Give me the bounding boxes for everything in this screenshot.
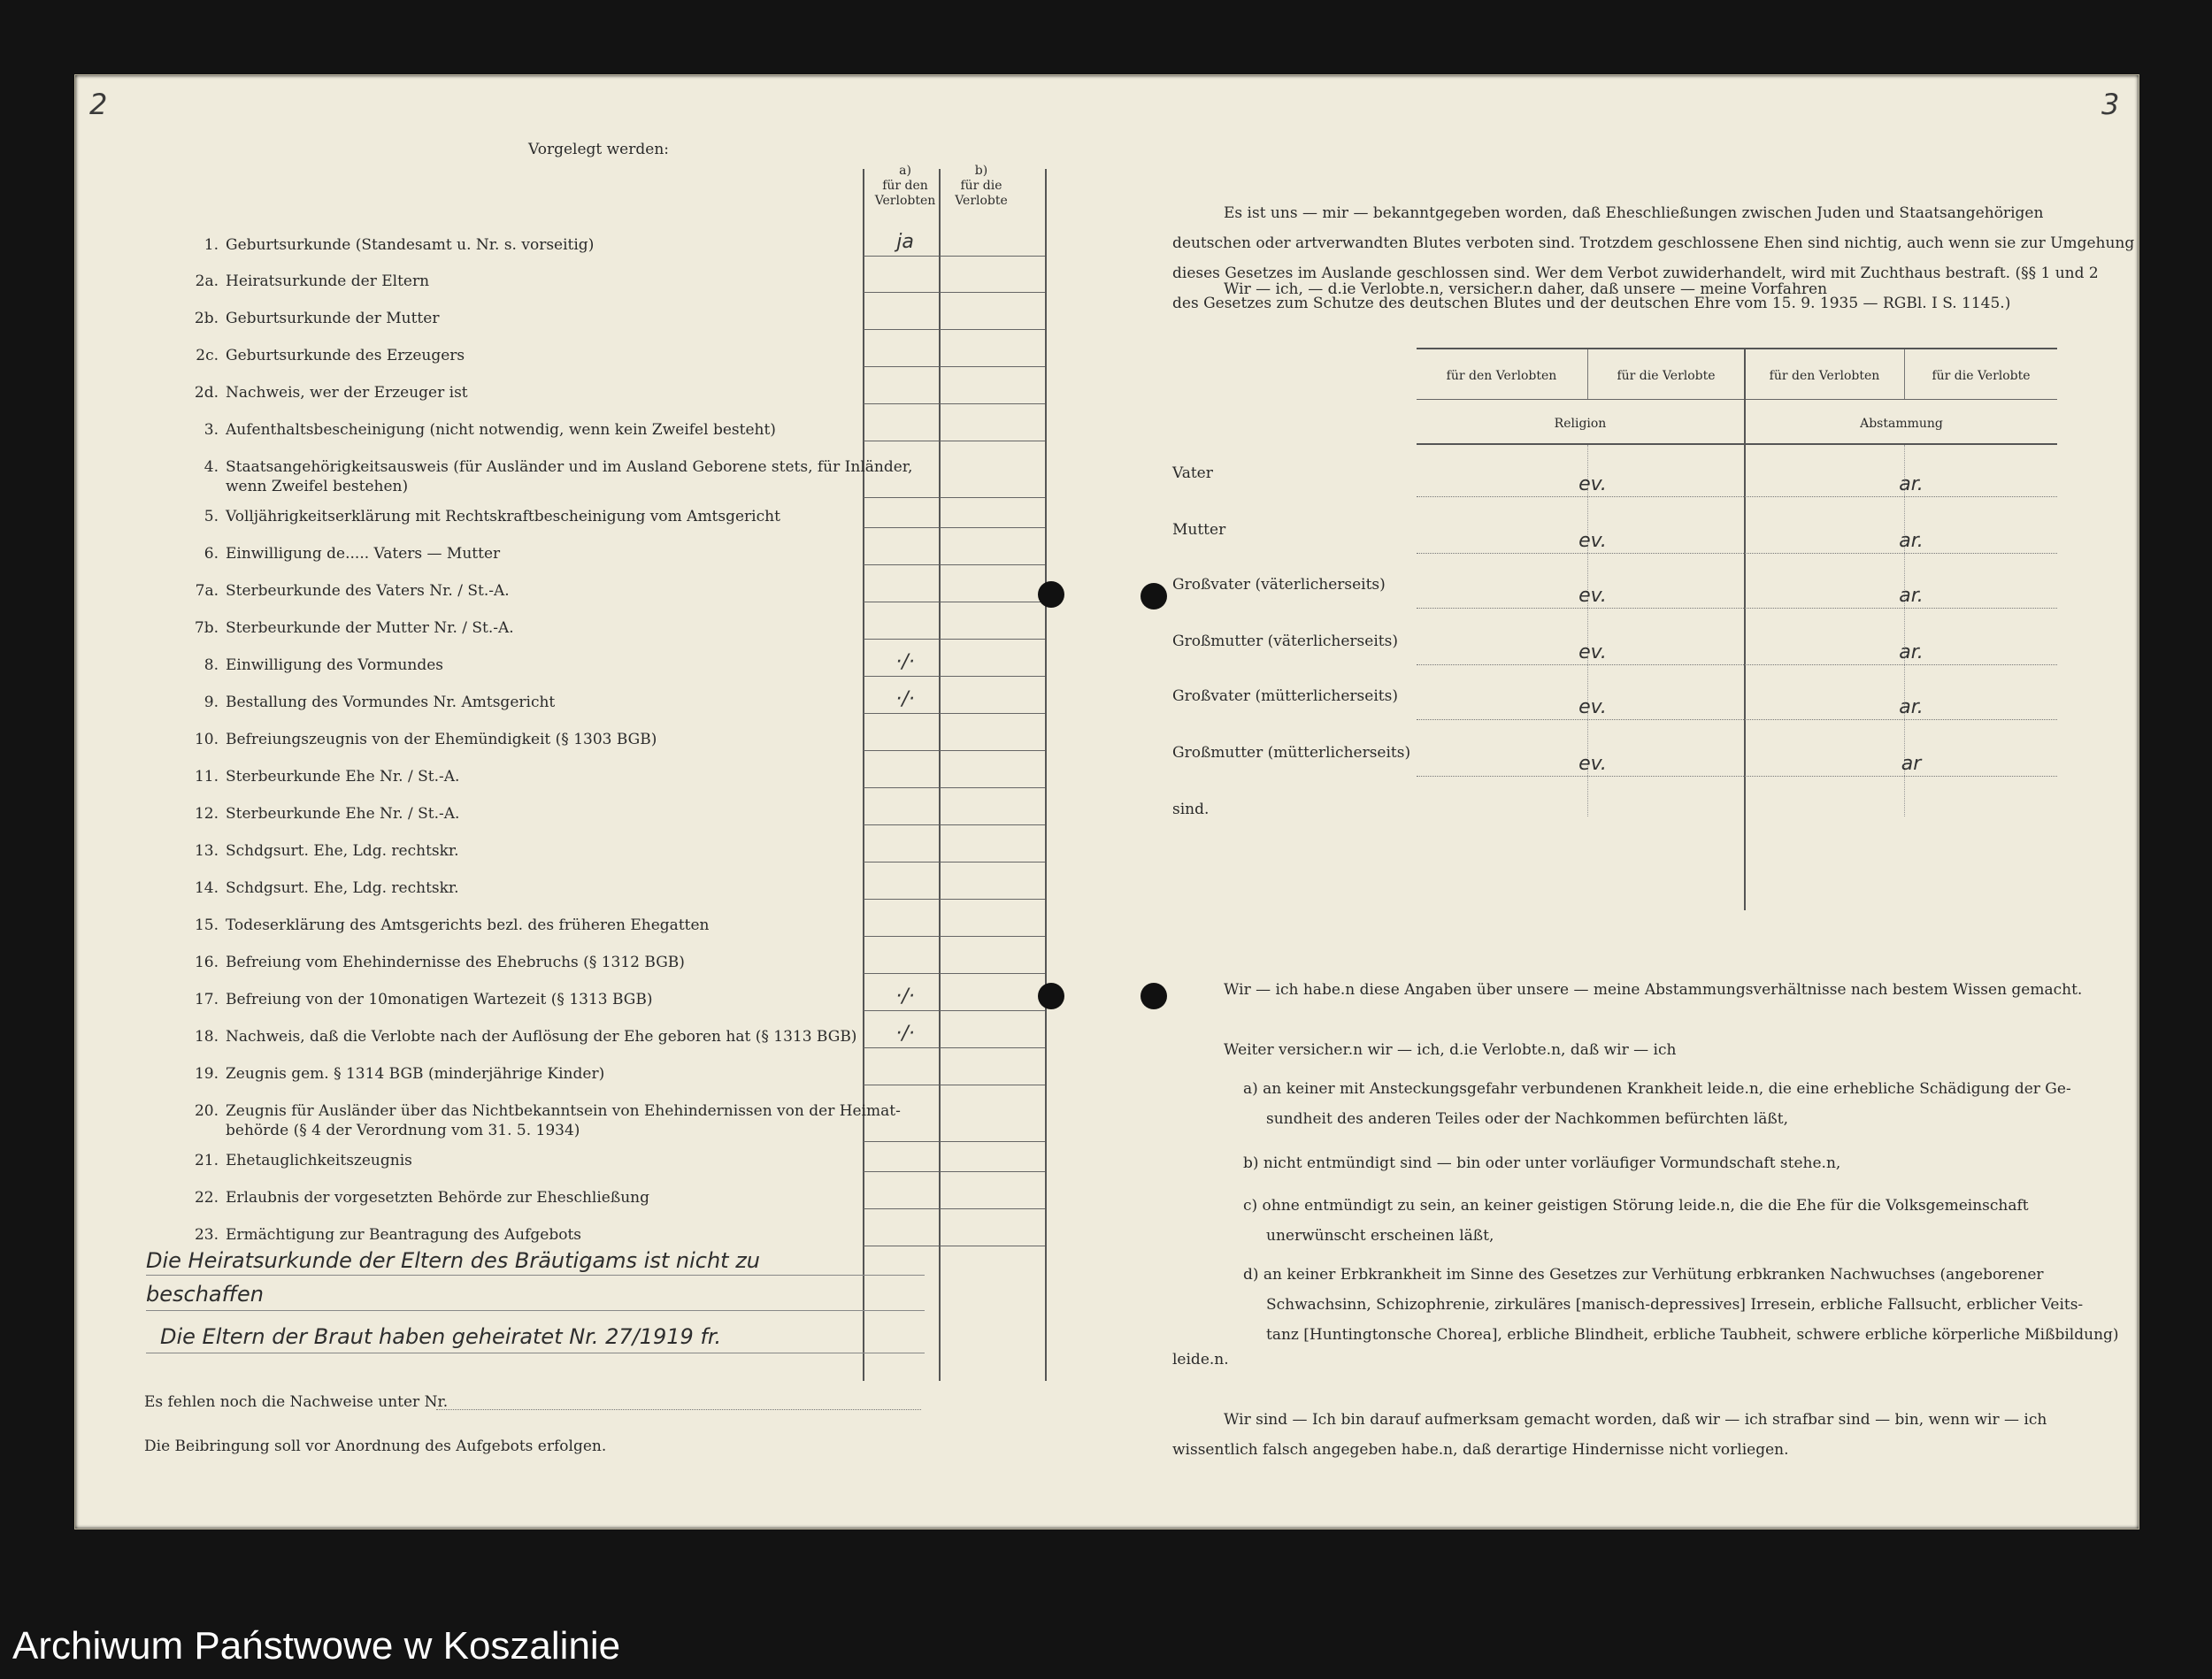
handwritten-note-2: beschaffen — [146, 1282, 264, 1307]
clause-line: Schwachsinn, Schizophrenie, zirkuläres [manisch-depressives] Irresein, erbliche Fallsucht, erblicher Veits- — [1266, 1296, 2084, 1314]
cell-line — [864, 564, 939, 565]
item-number: 23. — [194, 1226, 219, 1244]
cell-line — [940, 527, 1045, 528]
item-text: Nachweis, daß die Verlobte nach der Auflösung der Ehe geboren hat (§ 1313 BGB) — [226, 1028, 857, 1046]
cell-line — [864, 497, 939, 498]
cell-line — [864, 1141, 939, 1142]
handwritten-note-3: Die Eltern der Braut haben geheiratet Nr. 27/1919 fr. — [160, 1324, 722, 1349]
item-text: Schdgsurt. Ehe, Ldg. rechtskr. — [226, 879, 459, 897]
item-number: 16. — [194, 954, 219, 971]
cell-line — [940, 564, 1045, 565]
item-text: Schdgsurt. Ehe, Ldg. rechtskr. — [226, 842, 459, 860]
item-text: Todeserklärung des Amtsgerichts bezl. des früheren Ehegatten — [226, 916, 710, 934]
religion-value: ev. — [1578, 585, 1607, 607]
religion-value: ev. — [1578, 530, 1607, 552]
cell-line — [940, 787, 1045, 788]
item-text: Zeugnis gem. § 1314 BGB (minderjährige Kinder) — [226, 1065, 605, 1083]
statement-line: Wir — ich habe.n diese Angaben über unsere — meine Abstammungsverhältnisse nach bestem Wissen gemacht. — [1224, 981, 2083, 999]
item-text: Volljährigkeitserklärung mit Rechtskraftbescheinigung vom Amtsgericht — [226, 508, 780, 525]
table-subheader: für den Verlobten — [1769, 369, 1880, 383]
item-number: 9. — [204, 694, 219, 711]
ancestor-label: Vater — [1172, 464, 1213, 482]
item-check-mark: ·/· — [895, 985, 915, 1008]
cell-line — [940, 936, 1045, 937]
table-subheader: für die Verlobte — [1617, 369, 1716, 383]
item-text: Ermächtigung zur Beantragung des Aufgebots — [226, 1226, 582, 1244]
cell-line — [940, 1047, 1045, 1048]
column-b-header: b) für die Verlobte — [955, 164, 1008, 208]
abstammung-value: ar — [1901, 753, 1922, 775]
cell-line — [940, 366, 1045, 367]
item-text: Aufenthaltsbescheinigung (nicht notwendig, wenn kein Zweifel besteht) — [226, 421, 776, 439]
leide-line: leide.n. — [1172, 1351, 1229, 1368]
cell-line — [864, 403, 939, 404]
cell-line — [864, 639, 939, 640]
cell-line — [940, 713, 1045, 714]
cell-line — [940, 1010, 1045, 1011]
cell-line — [940, 497, 1045, 498]
fill-line — [436, 1409, 921, 1410]
table-top-rule — [1417, 348, 2057, 349]
religion-value: ev. — [1578, 696, 1607, 718]
item-number: 6. — [204, 545, 219, 563]
item-number: 2c. — [196, 347, 219, 364]
column-line — [939, 169, 941, 1381]
item-text: Sterbeurkunde Ehe Nr. / St.-A. — [226, 805, 460, 823]
declaration-line: Wir — ich, — d.ie Verlobte.n, versicher.n daher, daß unsere — meine Vorfahren — [1224, 280, 1828, 298]
cell-line — [864, 1208, 939, 1209]
item-number: 11. — [194, 768, 219, 786]
abstammung-value: ar. — [1899, 585, 1924, 607]
cell-line — [864, 899, 939, 900]
clause-line: b) nicht entmündigt sind — bin oder unter vorläufiger Vormundschaft stehe.n, — [1243, 1154, 1841, 1172]
table-subheader: für den Verlobten — [1446, 369, 1557, 383]
cell-line — [940, 676, 1045, 677]
cell-line — [864, 1010, 939, 1011]
item-number: 17. — [194, 991, 219, 1008]
religion-value: ev. — [1578, 753, 1607, 775]
cell-line — [864, 750, 939, 751]
cell-line — [864, 527, 939, 528]
closing-line-1: Wir sind — Ich bin darauf aufmerksam gemacht worden, daß wir — ich strafbar sind — bin, wenn wir — ich — [1224, 1411, 2047, 1429]
item-text: Sterbeurkunde Ehe Nr. / St.-A. — [226, 768, 460, 786]
intro-line: Es ist uns — mir — bekanntgegeben worden, daß Eheschließungen zwischen Juden und Staatsangehörigen — [1224, 204, 2044, 222]
cell-line — [864, 366, 939, 367]
cell-line — [864, 1171, 939, 1172]
cell-line — [864, 973, 939, 974]
cell-line — [864, 1047, 939, 1048]
item-number: 21. — [194, 1152, 219, 1169]
item-number: 1. — [204, 236, 219, 254]
cell-line — [940, 1141, 1045, 1142]
item-number: 22. — [194, 1189, 219, 1207]
item-text: Befreiungszeugnis von der Ehemündigkeit (§ 1303 BGB) — [226, 731, 657, 748]
item-number: 14. — [194, 879, 219, 897]
row-line — [1417, 496, 2057, 497]
item-number: 12. — [194, 805, 219, 823]
handwritten-note-1: Die Heiratsurkunde der Eltern des Bräutigams ist nicht zu — [146, 1248, 761, 1273]
item-text: Geburtsurkunde der Mutter — [226, 310, 440, 327]
abstammung-value: ar. — [1899, 530, 1924, 552]
item-text-continued: wenn Zweifel bestehen) — [226, 478, 409, 495]
archive-caption: Archiwum Państwowe w Koszalinie — [12, 1624, 621, 1668]
table-end-word: sind. — [1172, 801, 1210, 818]
item-number: 2b. — [194, 310, 219, 327]
item-number: 2d. — [194, 384, 219, 402]
item-check-mark: ·/· — [895, 1023, 915, 1045]
cell-line — [864, 256, 939, 257]
ancestor-label: Großvater (mütterlicherseits) — [1172, 687, 1398, 705]
cell-line — [940, 1171, 1045, 1172]
item-text: Bestallung des Vormundes Nr. Amtsgericht — [226, 694, 556, 711]
row-line — [1417, 719, 2057, 720]
note-line — [146, 1275, 925, 1276]
abstammung-value: ar. — [1899, 696, 1924, 718]
item-text: Heiratsurkunde der Eltern — [226, 272, 430, 290]
ancestor-label: Großvater (väterlicherseits) — [1172, 576, 1386, 594]
item-text: Zeugnis für Ausländer über das Nichtbekanntsein von Ehehindernissen von der Heimat- — [226, 1102, 901, 1120]
item-text: Sterbeurkunde der Mutter Nr. / St.-A. — [226, 619, 514, 637]
left-footer: Die Beibringung soll vor Anordnung des Aufgebots erfolgen. — [144, 1438, 607, 1455]
item-number: 3. — [204, 421, 219, 439]
missing-documents-label: Es fehlen noch die Nachweise unter Nr. — [144, 1393, 449, 1411]
cell-line — [940, 329, 1045, 330]
cell-line — [940, 256, 1045, 257]
table-group-abstammung: Abstammung — [1860, 417, 1943, 431]
cell-line — [940, 292, 1045, 293]
column-line — [863, 169, 864, 1381]
cell-line — [940, 824, 1045, 825]
punch-hole — [1038, 983, 1064, 1009]
intro-line: des Gesetzes zum Schutze des deutschen Blutes und der deutschen Ehre vom 15. 9. 1935 — RGBl. I S. 1145.) — [1172, 295, 2011, 312]
punch-hole — [1141, 583, 1167, 610]
table-rule — [1417, 399, 2057, 400]
item-text: Nachweis, wer der Erzeuger ist — [226, 384, 468, 402]
item-text: Erlaubnis der vorgesetzten Behörde zur Eheschließung — [226, 1189, 649, 1207]
row-line — [1417, 664, 2057, 665]
item-text: Staatsangehörigkeitsausweis (für Ausländer und im Ausland Geborene stets, für Inländer, — [226, 458, 913, 476]
table-subheader: für die Verlobte — [1932, 369, 2031, 383]
item-text: Einwilligung des Vormundes — [226, 656, 443, 674]
cell-line — [864, 676, 939, 677]
item-number: 10. — [194, 731, 219, 748]
ancestor-label: Mutter — [1172, 521, 1226, 539]
cell-line — [940, 403, 1045, 404]
page-number-right: 3 — [2101, 88, 2120, 121]
cell-line — [940, 1208, 1045, 1209]
cell-line — [864, 936, 939, 937]
item-check-mark: ·/· — [895, 688, 915, 710]
document-sheet — [74, 74, 2139, 1530]
row-line — [1417, 608, 2057, 609]
column-line — [1045, 169, 1047, 1381]
religion-value: ev. — [1578, 473, 1607, 495]
item-number: 7b. — [194, 619, 219, 637]
intro-line: dieses Gesetzes im Auslande geschlossen sind. Wer dem Verbot zuwiderhandelt, wird mit Zuchthaus bestraft. (§§ 1 und 2 — [1172, 264, 2099, 282]
item-text: Ehetauglichkeitszeugnis — [226, 1152, 412, 1169]
column-a-header: a) für den Verlobten — [874, 164, 936, 208]
punch-hole — [1038, 581, 1064, 608]
row-line — [1417, 553, 2057, 554]
item-number: 20. — [194, 1102, 219, 1120]
table-rule — [1417, 443, 2057, 445]
item-text: Sterbeurkunde des Vaters Nr. / St.-A. — [226, 582, 510, 600]
item-number: 5. — [204, 508, 219, 525]
punch-hole — [1141, 983, 1167, 1009]
item-check-mark: ja — [896, 231, 914, 253]
item-text: Einwilligung de..... Vaters — Mutter — [226, 545, 501, 563]
item-number: 2a. — [195, 272, 219, 290]
item-text: Befreiung vom Ehehindernisse des Ehebruchs (§ 1312 BGB) — [226, 954, 685, 971]
cell-line — [864, 824, 939, 825]
item-number: 8. — [204, 656, 219, 674]
item-text-continued: behörde (§ 4 der Verordnung vom 31. 5. 1934) — [226, 1122, 580, 1139]
clause-line: c) ohne entmündigt zu sein, an keiner geistigen Störung leide.n, die die Ehe für die Volksgemeinschaft — [1243, 1197, 2029, 1215]
cell-line — [864, 329, 939, 330]
clause-line: tanz [Huntingtonsche Chorea], erbliche Blindheit, erbliche Taubheit, schwere erbliche körperliche Mißbildung) — [1266, 1326, 2119, 1344]
religion-value: ev. — [1578, 641, 1607, 663]
cell-line — [940, 750, 1045, 751]
ancestor-label: Großmutter (väterlicherseits) — [1172, 632, 1398, 650]
item-number: 15. — [194, 916, 219, 934]
item-number: 7a. — [195, 582, 219, 600]
cell-line — [940, 639, 1045, 640]
ancestor-label: Großmutter (mütterlicherseits) — [1172, 744, 1411, 762]
table-group-religion: Religion — [1554, 417, 1607, 431]
item-text: Befreiung von der 10monatigen Wartezeit (§ 1313 BGB) — [226, 991, 653, 1008]
closing-line-2: wissentlich falsch angegeben habe.n, daß derartige Hindernisse nicht vorliegen. — [1172, 1441, 1789, 1459]
table-divider — [1744, 349, 1746, 910]
clause-line: unerwünscht erscheinen läßt, — [1266, 1227, 1494, 1245]
cell-line — [864, 713, 939, 714]
clause-line: a) an keiner mit Ansteckungsgefahr verbundenen Krankheit leide.n, die eine erhebliche Schädigung der Ge- — [1243, 1080, 2071, 1098]
item-text: Geburtsurkunde des Erzeugers — [226, 347, 465, 364]
item-number: 4. — [204, 458, 219, 476]
left-header: Vorgelegt werden: — [528, 141, 669, 158]
cell-line — [864, 292, 939, 293]
item-number: 18. — [194, 1028, 219, 1046]
clause-line: d) an keiner Erbkrankheit im Sinne des Gesetzes zur Verhütung erbkranken Nachwuchses (angeborener — [1243, 1266, 2044, 1284]
page-number-left: 2 — [89, 88, 108, 121]
cell-line — [864, 787, 939, 788]
abstammung-value: ar. — [1899, 473, 1924, 495]
item-number: 13. — [194, 842, 219, 860]
clause-line: sundheit des anderen Teiles oder der Nachkommen befürchten läßt, — [1266, 1110, 1789, 1128]
item-number: 19. — [194, 1065, 219, 1083]
cell-line — [940, 973, 1045, 974]
cell-line — [940, 899, 1045, 900]
item-check-mark: ·/· — [895, 651, 915, 673]
note-line — [146, 1310, 925, 1311]
item-text: Geburtsurkunde (Standesamt u. Nr. s. vorseitig) — [226, 236, 595, 254]
intro-line: deutschen oder artverwandten Blutes verboten sind. Trotzdem geschlossene Ehen sind nichtig, auch wenn sie zur Umgehung — [1172, 234, 2135, 252]
abstammung-value: ar. — [1899, 641, 1924, 663]
further-line: Weiter versicher.n wir — ich, d.ie Verlobte.n, daß wir — ich — [1224, 1041, 1677, 1059]
row-line — [1417, 776, 2057, 777]
